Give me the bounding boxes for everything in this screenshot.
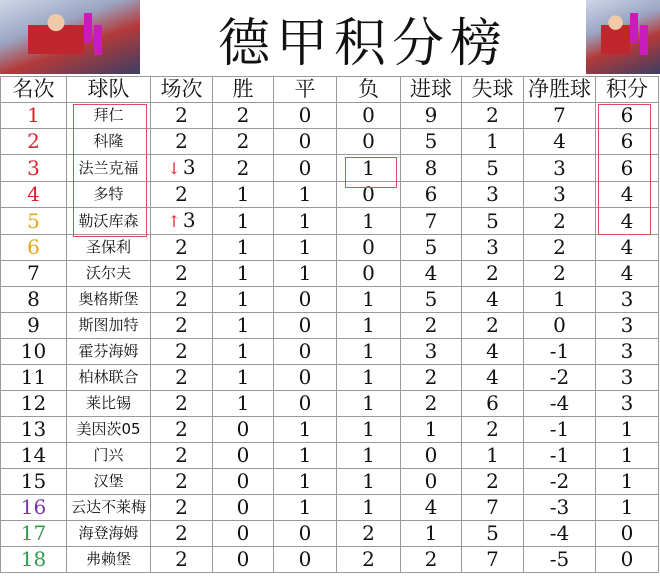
goals-against-cell: 7 <box>462 495 524 521</box>
losses-cell: 1 <box>337 287 401 313</box>
team-cell: 美因茨05 <box>67 417 151 443</box>
points-cell: 6 <box>596 155 659 182</box>
goals-for-cell: 2 <box>401 391 462 417</box>
rank-cell: 15 <box>1 469 67 495</box>
goals-for-cell: 0 <box>401 443 462 469</box>
wins-cell: 2 <box>213 155 274 182</box>
header-losses: 负 <box>337 77 401 103</box>
played-value: 3 <box>182 208 196 232</box>
draws-cell: 1 <box>274 182 337 208</box>
goal-difference-cell: 0 <box>524 313 596 339</box>
wins-cell: 0 <box>213 521 274 547</box>
losses-cell: 1 <box>337 417 401 443</box>
wins-cell: 1 <box>213 182 274 208</box>
team-cell: 圣保利 <box>67 235 151 261</box>
points-cell: 0 <box>596 521 659 547</box>
rank-cell: 7 <box>1 261 67 287</box>
losses-cell: 1 <box>337 443 401 469</box>
rank-cell: 16 <box>1 495 67 521</box>
goals-against-cell: 1 <box>462 443 524 469</box>
basketball-player-image-left <box>0 0 140 74</box>
points-cell: 3 <box>596 287 659 313</box>
goal-difference-cell: -4 <box>524 391 596 417</box>
team-cell: 拜仁 <box>67 103 151 129</box>
losses-cell: 2 <box>337 547 401 573</box>
table-row <box>1 208 659 235</box>
played-cell: 2 <box>151 443 213 469</box>
losses-cell: 1 <box>337 313 401 339</box>
points-cell: 1 <box>596 469 659 495</box>
goals-for-cell: 3 <box>401 339 462 365</box>
team-cell: 多特 <box>67 182 151 208</box>
wins-cell: 2 <box>213 129 274 155</box>
team-cell: 科隆 <box>67 129 151 155</box>
goals-for-cell: 5 <box>401 235 462 261</box>
losses-cell: 1 <box>337 208 401 235</box>
goals-against-cell: 3 <box>462 182 524 208</box>
goals-for-cell: 9 <box>401 103 462 129</box>
goals-against-cell: 5 <box>462 521 524 547</box>
team-cell: 霍芬海姆 <box>67 339 151 365</box>
team-cell: 云达不莱梅 <box>67 495 151 521</box>
rank-cell: 18 <box>1 547 67 573</box>
table-row <box>1 417 659 443</box>
draws-cell: 1 <box>274 208 337 235</box>
points-cell: 3 <box>596 313 659 339</box>
goals-for-cell: 4 <box>401 495 462 521</box>
team-cell: 奥格斯堡 <box>67 287 151 313</box>
wins-cell: 0 <box>213 547 274 573</box>
points-cell: 3 <box>596 391 659 417</box>
played-cell: 2 <box>151 391 213 417</box>
table-row <box>1 182 659 208</box>
played-cell <box>151 208 213 235</box>
goal-difference-cell: 3 <box>524 182 596 208</box>
header-rank: 名次 <box>1 77 67 103</box>
goal-difference-cell: -5 <box>524 547 596 573</box>
table-row <box>1 391 659 417</box>
played-cell: 2 <box>151 129 213 155</box>
header-goal-difference: 净胜球 <box>524 77 596 103</box>
goals-for-cell: 0 <box>401 469 462 495</box>
wins-cell: 2 <box>213 103 274 129</box>
rank-cell: 12 <box>1 391 67 417</box>
draws-cell: 1 <box>274 417 337 443</box>
played-cell: 2 <box>151 469 213 495</box>
draws-cell: 1 <box>274 261 337 287</box>
table-row <box>1 365 659 391</box>
rank-cell: 1 <box>1 103 67 129</box>
played-cell: 2 <box>151 365 213 391</box>
table-row <box>1 155 659 182</box>
rank-cell: 2 <box>1 129 67 155</box>
played-value: 3 <box>182 155 196 179</box>
header-played: 场次 <box>151 77 213 103</box>
wins-cell: 1 <box>213 339 274 365</box>
standings-body <box>1 103 659 573</box>
draws-cell: 0 <box>274 547 337 573</box>
goals-against-cell: 5 <box>462 208 524 235</box>
losses-cell: 1 <box>337 495 401 521</box>
goals-for-cell: 5 <box>401 129 462 155</box>
draws-cell: 0 <box>274 391 337 417</box>
wins-cell: 1 <box>213 391 274 417</box>
rank-cell: 6 <box>1 235 67 261</box>
goals-against-cell: 4 <box>462 287 524 313</box>
header-team: 球队 <box>67 77 151 103</box>
points-cell: 4 <box>596 235 659 261</box>
goals-against-cell: 1 <box>462 129 524 155</box>
wins-cell: 1 <box>213 365 274 391</box>
goals-against-cell: 2 <box>462 469 524 495</box>
team-cell: 弗赖堡 <box>67 547 151 573</box>
header-goals-against: 失球 <box>462 77 524 103</box>
page-title: 德甲积分榜 <box>217 13 508 74</box>
table-row <box>1 313 659 339</box>
goal-difference-cell: 2 <box>524 261 596 287</box>
played-cell: 2 <box>151 313 213 339</box>
rank-cell: 13 <box>1 417 67 443</box>
goals-against-cell: 6 <box>462 391 524 417</box>
goals-for-cell: 1 <box>401 521 462 547</box>
goal-difference-cell: -4 <box>524 521 596 547</box>
points-cell: 1 <box>596 443 659 469</box>
goal-difference-cell: 2 <box>524 208 596 235</box>
draws-cell: 0 <box>274 103 337 129</box>
points-cell: 1 <box>596 417 659 443</box>
rank-cell: 11 <box>1 365 67 391</box>
played-cell <box>151 155 213 182</box>
points-cell: 4 <box>596 182 659 208</box>
played-cell: 2 <box>151 182 213 208</box>
rank-cell: 10 <box>1 339 67 365</box>
draws-cell: 0 <box>274 521 337 547</box>
header-points: 积分 <box>596 77 659 103</box>
goal-difference-cell: 7 <box>524 103 596 129</box>
team-cell: 汉堡 <box>67 469 151 495</box>
played-cell: 2 <box>151 235 213 261</box>
wins-cell: 0 <box>213 495 274 521</box>
goals-for-cell: 8 <box>401 155 462 182</box>
team-cell: 莱比锡 <box>67 391 151 417</box>
losses-cell: 0 <box>337 235 401 261</box>
goals-against-cell: 5 <box>462 155 524 182</box>
played-cell: 2 <box>151 495 213 521</box>
goal-difference-cell: -3 <box>524 495 596 521</box>
team-cell: 门兴 <box>67 443 151 469</box>
goal-difference-cell: -1 <box>524 417 596 443</box>
goals-against-cell: 7 <box>462 547 524 573</box>
goals-against-cell: 3 <box>462 235 524 261</box>
goals-against-cell: 4 <box>462 365 524 391</box>
wins-cell: 0 <box>213 469 274 495</box>
goal-difference-cell: -1 <box>524 339 596 365</box>
team-cell: 沃尔夫 <box>67 261 151 287</box>
wins-cell: 1 <box>213 287 274 313</box>
team-cell: 法兰克福 <box>67 155 151 182</box>
goal-difference-cell: -2 <box>524 365 596 391</box>
rank-cell: 9 <box>1 313 67 339</box>
table-row <box>1 287 659 313</box>
losses-cell: 0 <box>337 103 401 129</box>
draws-cell: 1 <box>274 443 337 469</box>
rank-cell: 3 <box>1 155 67 182</box>
wins-cell: 1 <box>213 208 274 235</box>
points-cell: 4 <box>596 208 659 235</box>
rank-cell: 5 <box>1 208 67 235</box>
wins-cell: 0 <box>213 417 274 443</box>
losses-cell: 0 <box>337 129 401 155</box>
played-cell: 2 <box>151 521 213 547</box>
draws-cell: 0 <box>274 365 337 391</box>
table-header-row <box>1 77 659 103</box>
goal-difference-cell: 2 <box>524 235 596 261</box>
table-row <box>1 521 659 547</box>
points-cell: 3 <box>596 339 659 365</box>
down-arrow-icon: ↓ <box>167 159 181 178</box>
wins-cell: 1 <box>213 313 274 339</box>
goals-against-cell: 2 <box>462 417 524 443</box>
points-cell: 6 <box>596 129 659 155</box>
goals-for-cell: 4 <box>401 261 462 287</box>
table-row <box>1 339 659 365</box>
table-row <box>1 129 659 155</box>
table-row <box>1 103 659 129</box>
table-row <box>1 547 659 573</box>
table-row <box>1 469 659 495</box>
losses-cell: 1 <box>337 365 401 391</box>
draws-cell: 1 <box>274 469 337 495</box>
header-wins: 胜 <box>213 77 274 103</box>
points-cell: 6 <box>596 103 659 129</box>
goals-for-cell: 2 <box>401 365 462 391</box>
goal-difference-cell: -1 <box>524 443 596 469</box>
table-row <box>1 443 659 469</box>
draws-cell: 0 <box>274 129 337 155</box>
draws-cell: 0 <box>274 287 337 313</box>
losses-cell: 1 <box>337 155 401 182</box>
header-draws: 平 <box>274 77 337 103</box>
played-cell: 2 <box>151 417 213 443</box>
draws-cell: 0 <box>274 155 337 182</box>
table-row <box>1 261 659 287</box>
goals-for-cell: 2 <box>401 547 462 573</box>
rank-cell: 17 <box>1 521 67 547</box>
draws-cell: 1 <box>274 235 337 261</box>
losses-cell: 0 <box>337 182 401 208</box>
draws-cell: 1 <box>274 495 337 521</box>
goal-difference-cell: 3 <box>524 155 596 182</box>
team-cell: 斯图加特 <box>67 313 151 339</box>
goals-against-cell: 4 <box>462 339 524 365</box>
goals-for-cell: 1 <box>401 417 462 443</box>
played-cell: 2 <box>151 547 213 573</box>
goals-for-cell: 6 <box>401 182 462 208</box>
losses-cell: 1 <box>337 469 401 495</box>
goals-for-cell: 7 <box>401 208 462 235</box>
played-cell: 2 <box>151 103 213 129</box>
goals-for-cell: 2 <box>401 313 462 339</box>
points-cell: 1 <box>596 495 659 521</box>
team-cell: 柏林联合 <box>67 365 151 391</box>
up-arrow-icon: ↑ <box>167 212 181 231</box>
rank-cell: 4 <box>1 182 67 208</box>
goal-difference-cell: 4 <box>524 129 596 155</box>
goals-for-cell: 5 <box>401 287 462 313</box>
standings-table <box>0 76 659 573</box>
header-goals-for: 进球 <box>401 77 462 103</box>
goal-difference-cell: 1 <box>524 287 596 313</box>
rank-cell: 14 <box>1 443 67 469</box>
rank-cell: 8 <box>1 287 67 313</box>
losses-cell: 0 <box>337 261 401 287</box>
losses-cell: 1 <box>337 339 401 365</box>
played-cell: 2 <box>151 287 213 313</box>
draws-cell: 0 <box>274 339 337 365</box>
goals-against-cell: 2 <box>462 103 524 129</box>
points-cell: 0 <box>596 547 659 573</box>
basketball-player-image-right <box>586 0 660 74</box>
played-cell: 2 <box>151 261 213 287</box>
team-cell: 勒沃库森 <box>67 208 151 235</box>
goals-against-cell: 2 <box>462 261 524 287</box>
wins-cell: 0 <box>213 443 274 469</box>
goals-against-cell: 2 <box>462 313 524 339</box>
goal-difference-cell: -2 <box>524 469 596 495</box>
losses-cell: 1 <box>337 391 401 417</box>
team-cell: 海登海姆 <box>67 521 151 547</box>
losses-cell: 2 <box>337 521 401 547</box>
points-cell: 4 <box>596 261 659 287</box>
wins-cell: 1 <box>213 235 274 261</box>
wins-cell: 1 <box>213 261 274 287</box>
table-row <box>1 235 659 261</box>
played-cell: 2 <box>151 339 213 365</box>
draws-cell: 0 <box>274 313 337 339</box>
points-cell: 3 <box>596 365 659 391</box>
table-row <box>1 495 659 521</box>
